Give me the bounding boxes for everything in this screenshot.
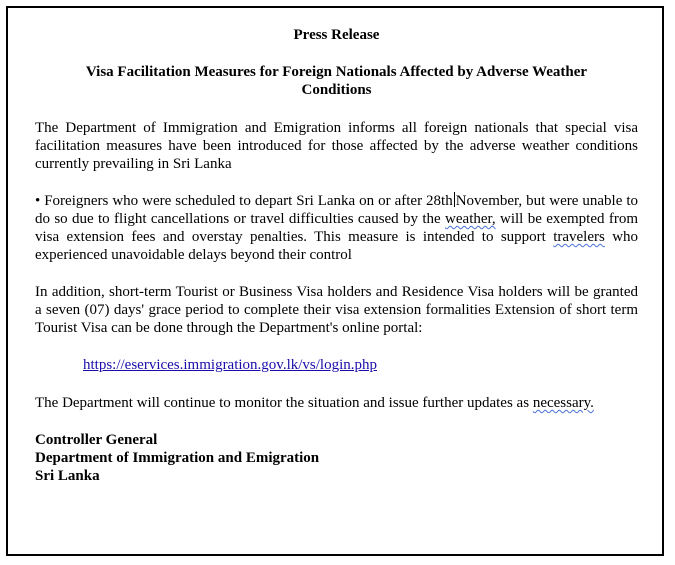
spellcheck-word-necessary[interactable]: necessary. — [532, 395, 594, 411]
press-release-headline: Visa Facilitation Measures for Foreign Nationals Affected by Adverse Weather Conditions — [85, 64, 588, 98]
text-cursor — [454, 192, 455, 207]
page-title: Press Release — [293, 27, 380, 43]
bullet-text-part2: November, but were unable to do so due to flight cancellations or travel difficulties caused by the — [35, 193, 639, 227]
signature-country: Sri Lanka — [35, 468, 100, 484]
bullet-text-part1: • Foreigners who were scheduled to depart Sri Lanka on or after 28th — [35, 193, 453, 209]
portal-link-row — [35, 356, 638, 374]
intro-paragraph: The Department of Immigration and Emigration informs all foreign nationals that special visa facilitation measures have been introduced for those affected by the adverse weather conditions currently prevailing in Sri Lanka — [35, 120, 638, 172]
portal-link[interactable]: https://eservices.immigration.gov.lk/vs/login.php — [83, 357, 378, 373]
bullet-text-part3: will be exempted from visa extension fees and overstay penalties. This measure is intended to support — [35, 211, 638, 245]
signature-department: Department of Immigration and Emigration — [35, 450, 320, 466]
spellcheck-word-weather[interactable]: weather, — [445, 211, 496, 227]
spellcheck-word-travelers[interactable]: travelers — [553, 229, 605, 245]
document-body[interactable] — [35, 26, 638, 485]
bullet-paragraph — [35, 192, 638, 264]
closing-text: The Department will continue to monitor the situation and issue further updates as — [35, 395, 530, 411]
bullet-text-part4: who experienced unavoidable delays beyond their control — [35, 229, 639, 263]
signature-title: Controller General — [35, 432, 158, 448]
addition-paragraph: In addition, short-term Tourist or Business Visa holders and Residence Visa holders will be granted a seven (07) days' grace period to complete their visa extension formalities Extension of short term Tourist Visa can be done through the Department's online portal: — [35, 284, 638, 336]
closing-paragraph — [35, 394, 638, 412]
